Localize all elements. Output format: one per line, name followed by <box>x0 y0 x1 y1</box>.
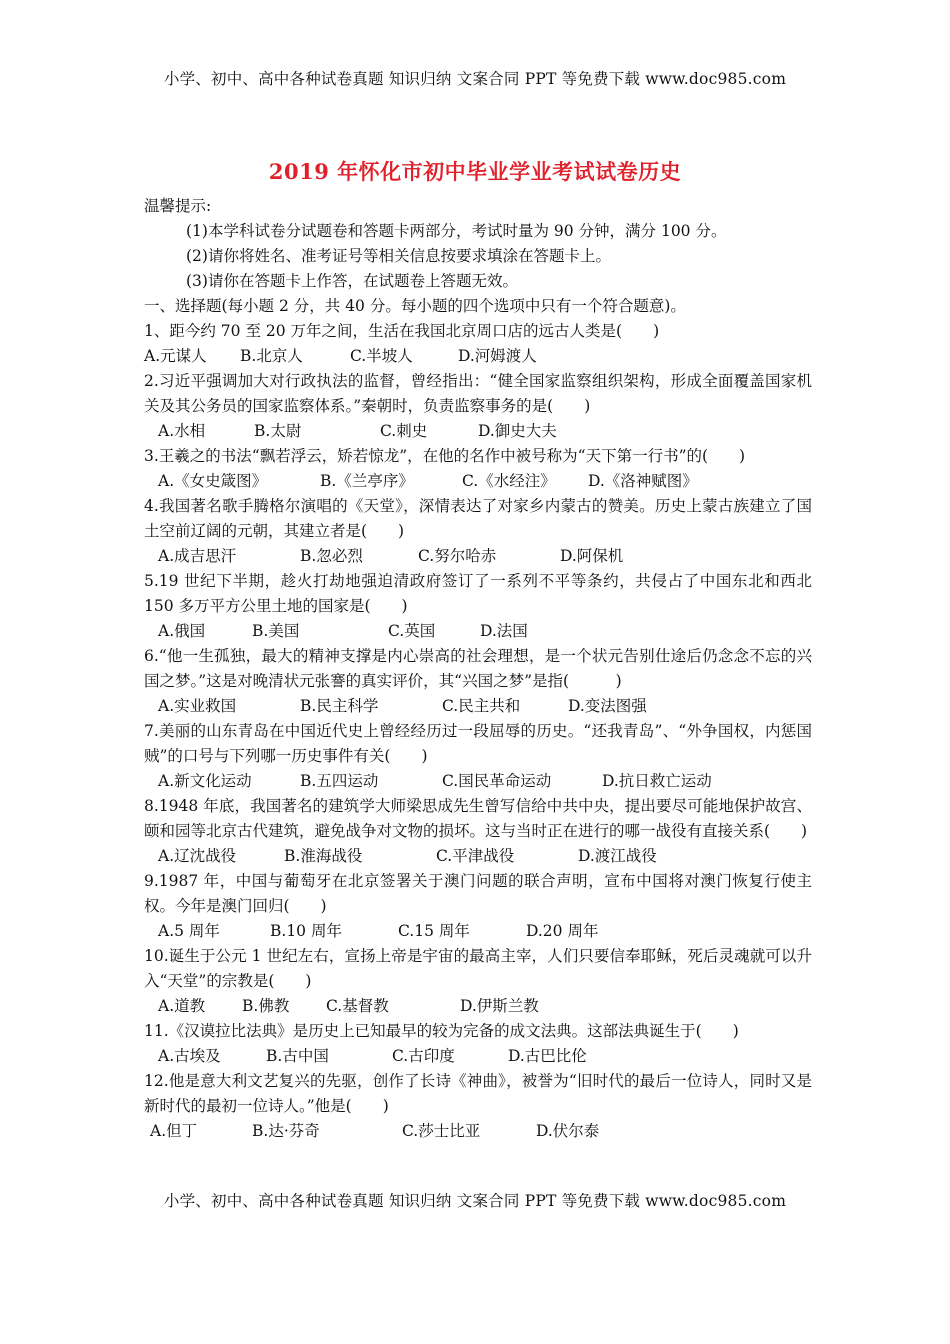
question-10: 10.诞生于公元 1 世纪左右，宣扬上帝是宇宙的最高主宰，人们只要信奉耶稣，死后灵魂就可以升入“天堂”的宗教是( ) <box>144 947 812 990</box>
option-b: B.太尉 <box>254 422 302 440</box>
option-d: D.伏尔泰 <box>536 1122 600 1140</box>
question-6-options <box>144 694 812 719</box>
question-5-options <box>144 619 812 644</box>
option-b: B.五四运动 <box>300 772 379 790</box>
question-4: 4.我国著名歌手腾格尔演唱的《天堂》，深情表达了对家乡内蒙古的赞美。历史上蒙古族建立了国土空前辽阔的元朝，其建立者是( ) <box>144 497 812 540</box>
tip-item: (1)本学科试卷分试题卷和答题卡两部分，考试时量为 90 分钟，满分 100 分。 <box>186 222 727 240</box>
question-8-options <box>144 844 812 869</box>
page-footer-banner: 小学、初中、高中各种试卷真题 知识归纳 文案合同 PPT 等免费下载 www.doc985.com <box>163 1192 787 1210</box>
option-d: D.变法图强 <box>568 697 647 715</box>
option-a: A.成吉思汗 <box>158 547 237 565</box>
option-a: A.俄国 <box>158 622 206 640</box>
page-header-banner: 小学、初中、高中各种试卷真题 知识归纳 文案合同 PPT 等免费下载 www.doc985.com <box>163 70 787 88</box>
option-d: D.抗日救亡运动 <box>602 772 712 790</box>
question-8: 8.1948 年底，我国著名的建筑学大师梁思成先生曾写信给中共中央，提出要尽可能地保护故宫、颐和园等北京古代建筑，避免战争对文物的损坏。这与当时正在进行的哪一战役有直接关系( ) <box>144 797 812 840</box>
option-c: C.基督教 <box>326 997 389 1015</box>
option-b: B.美国 <box>252 622 300 640</box>
option-c: C.刺史 <box>380 422 428 440</box>
question-6: 6.“他一生孤独，最大的精神支撑是内心崇高的社会理想，是一个状元告别仕途后仍念念不忘的兴国之梦。”这是对晚清状元张謇的真实评价，其“兴国之梦”是指( ) <box>144 647 812 690</box>
option-c: C.15 周年 <box>398 922 470 940</box>
question-7: 7.美丽的山东青岛在中国近代史上曾经经历过一段屈辱的历史。“还我青岛”、“外争国权，内惩国贼”的口号与下列哪一历史事件有关( ) <box>144 722 812 765</box>
option-c: C.民主共和 <box>442 697 521 715</box>
option-a: A.新文化运动 <box>158 772 252 790</box>
tip-item: (2)请你将姓名、准考证号等相关信息按要求填涂在答题卡上。 <box>186 247 611 265</box>
question-11-options <box>144 1044 812 1069</box>
tip-item: (3)请你在答题卡上作答，在试题卷上答题无效。 <box>186 272 518 290</box>
exam-content <box>144 194 812 1144</box>
option-b: B.忽必烈 <box>300 547 363 565</box>
option-d: D.渡江战役 <box>578 847 657 865</box>
option-c: C.国民革命运动 <box>442 772 552 790</box>
option-c: C.努尔哈赤 <box>418 547 497 565</box>
question-2: 2.习近平强调加大对行政执法的监督，曾经指出：“健全国家监察组织架构，形成全面覆盖国家机关及其公务员的国家监察体系。”秦朝时，负责监察事务的是( ) <box>144 372 812 415</box>
option-b: B.10 周年 <box>270 922 342 940</box>
question-10-options <box>144 994 812 1019</box>
option-c: C.英国 <box>388 622 436 640</box>
exam-title: 2019 年怀化市初中毕业学业考试试卷历史 <box>268 159 682 184</box>
question-9-options <box>144 919 812 944</box>
option-c: C.半坡人 <box>350 347 413 365</box>
option-a: A.元谋人 <box>144 347 207 365</box>
option-a: A.《女史箴图》 <box>158 472 268 490</box>
question-1-options <box>144 344 812 369</box>
question-4-options <box>144 544 812 569</box>
option-d: D.御史大夫 <box>478 422 557 440</box>
option-a: A.道教 <box>158 997 206 1015</box>
tips-heading: 温馨提示: <box>144 197 212 215</box>
option-b: B.古中国 <box>266 1047 329 1065</box>
question-12-options <box>144 1119 812 1144</box>
question-3-options <box>144 469 812 494</box>
option-a: A.辽沈战役 <box>158 847 237 865</box>
option-c: C.古印度 <box>392 1047 455 1065</box>
question-11: 11.《汉谟拉比法典》是历史上已知最早的较为完备的成文法典。这部法典诞生于( ) <box>144 1022 739 1040</box>
option-b: B.北京人 <box>240 347 303 365</box>
option-c: C.莎士比亚 <box>402 1122 481 1140</box>
option-d: D.阿保机 <box>560 547 624 565</box>
section-heading: 一、选择题(每小题 2 分，共 40 分。每小题的四个选项中只有一个符合题意)。 <box>144 297 686 315</box>
question-12: 12.他是意大利文艺复兴的先驱，创作了长诗《神曲》，被誉为“旧时代的最后一位诗人，同时又是新时代的最初一位诗人。”他是( ) <box>144 1072 812 1115</box>
option-d: D.20 周年 <box>526 922 599 940</box>
option-c: C.平津战役 <box>436 847 515 865</box>
option-a: A.水相 <box>158 422 206 440</box>
option-b: B.佛教 <box>242 997 290 1015</box>
question-2-options <box>144 419 812 444</box>
question-9: 9.1987 年，中国与葡萄牙在北京签署关于澳门问题的联合声明，宣布中国将对澳门恢复行使主权。今年是澳门回归( ) <box>144 872 812 915</box>
option-a: A.5 周年 <box>158 922 220 940</box>
option-c: C.《水经注》 <box>462 472 556 490</box>
option-a: A.实业救国 <box>158 697 237 715</box>
option-d: D.伊斯兰教 <box>460 997 539 1015</box>
option-d: D.河姆渡人 <box>458 347 537 365</box>
option-d: D.法国 <box>480 622 528 640</box>
option-d: D.古巴比伦 <box>508 1047 587 1065</box>
question-1: 1、距今约 70 至 20 万年之间，生活在我国北京周口店的远古人类是( ) <box>144 322 660 340</box>
option-b: B.达·芬奇 <box>252 1122 320 1140</box>
option-b: B.民主科学 <box>300 697 379 715</box>
option-a: A.但丁 <box>150 1122 198 1140</box>
question-5: 5.19 世纪下半期，趁火打劫地强迫清政府签订了一系列不平等条约，共侵占了中国东北和西北 150 多万平方公里土地的国家是( ) <box>144 572 812 615</box>
option-b: B.《兰亭序》 <box>320 472 414 490</box>
option-a: A.古埃及 <box>158 1047 221 1065</box>
question-3: 3.王羲之的书法“飘若浮云，矫若惊龙”，在他的名作中被号称为“天下第一行书”的( ) <box>144 447 746 465</box>
question-7-options <box>144 769 812 794</box>
option-d: D.《洛神赋图》 <box>588 472 698 490</box>
option-b: B.淮海战役 <box>284 847 363 865</box>
